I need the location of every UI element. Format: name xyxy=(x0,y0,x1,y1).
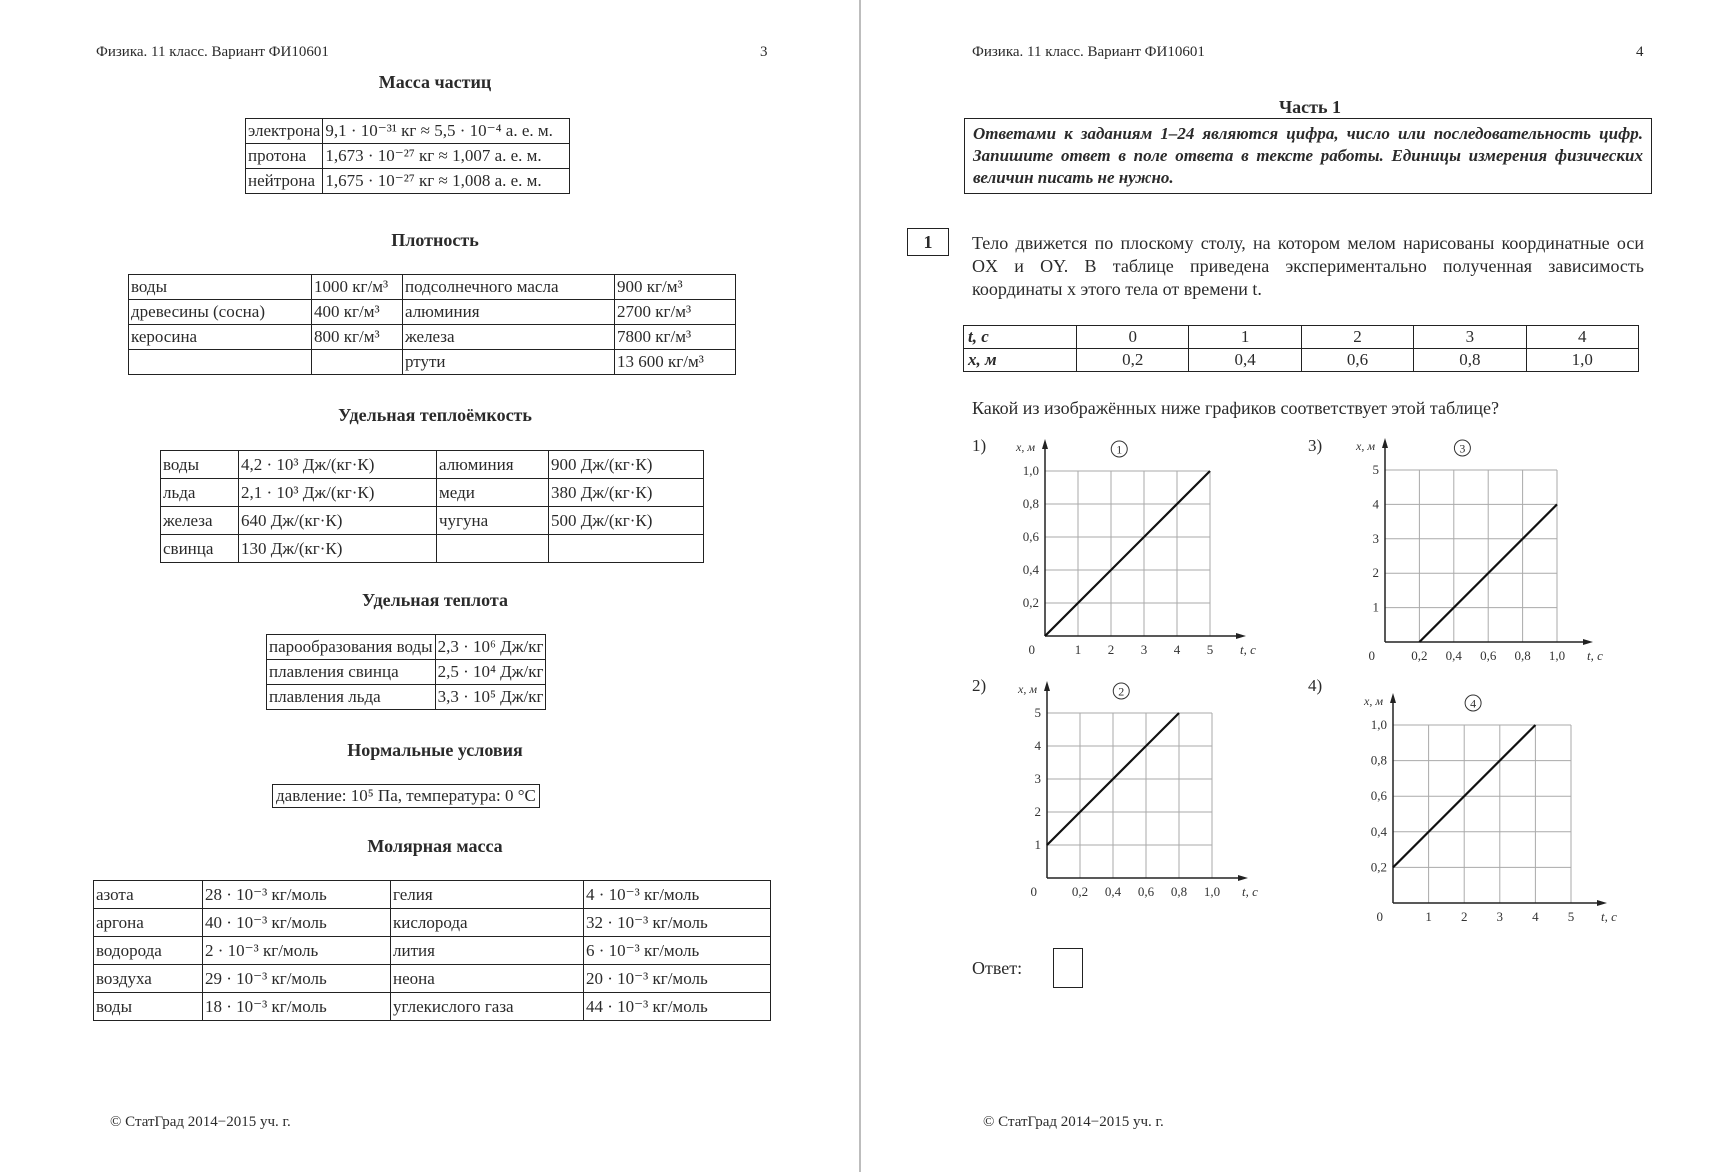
heat-capacity-table xyxy=(160,450,704,563)
x-axis-arrow xyxy=(1583,639,1593,645)
y-tick-label: 1 xyxy=(1372,599,1379,615)
density-title: Плотность xyxy=(391,230,479,250)
table-cell: водорода xyxy=(94,937,203,965)
left-page-header: Физика. 11 класс. Вариант ФИ10601 xyxy=(96,44,329,60)
table-cell: льда xyxy=(161,479,239,507)
t-value: 3 xyxy=(1414,326,1526,349)
y-axis-arrow xyxy=(1044,681,1050,691)
x-value: 0,2 xyxy=(1077,349,1189,372)
table-row xyxy=(129,300,736,325)
y-axis-label: x, м xyxy=(1018,682,1037,696)
y-tick-label: 0,8 xyxy=(1370,752,1387,768)
table-cell: парообразования воды xyxy=(267,635,436,660)
particle-name: нейтрона xyxy=(246,169,323,194)
x-tick-label: 5 xyxy=(1206,642,1214,657)
table-row xyxy=(964,326,1639,349)
table-cell: 28 · 10⁻³ кг/моль xyxy=(203,881,391,909)
y-tick-label: 3 xyxy=(1034,771,1041,786)
table-row xyxy=(129,350,736,375)
y-axis-label: x, м xyxy=(1364,694,1383,708)
table-row xyxy=(246,119,570,144)
left-page-number: 3 xyxy=(760,44,768,60)
y-axis-label: x, м xyxy=(1016,440,1035,454)
x-tick-label: 1,0 xyxy=(1548,648,1566,663)
table-row xyxy=(161,479,704,507)
t-value: 1 xyxy=(1189,326,1301,349)
table-row xyxy=(161,535,704,563)
table-cell: 6 · 10⁻³ кг/моль xyxy=(584,937,771,965)
graph-4 xyxy=(1340,680,1620,924)
table-row xyxy=(129,275,736,300)
t-value: 2 xyxy=(1301,326,1413,349)
table-row xyxy=(267,635,546,660)
x-tick-label: 3 xyxy=(1496,909,1504,924)
t-value: 0 xyxy=(1077,326,1189,349)
x-label: x, м xyxy=(964,349,1077,372)
y-tick-label: 0,4 xyxy=(1370,823,1387,839)
y-tick-label: 3 xyxy=(1372,530,1379,546)
y-tick-label: 2 xyxy=(1034,804,1041,819)
table-cell: аргона xyxy=(94,909,203,937)
y-tick-label: 0,4 xyxy=(1022,562,1039,577)
molar-mass-title: Молярная масса xyxy=(367,836,503,856)
y-tick-label: 0,2 xyxy=(1022,595,1039,610)
table-cell: 500 Дж/(кг·К) xyxy=(549,507,704,535)
table-cell: воды xyxy=(129,275,312,300)
x-tick-label: 0,8 xyxy=(1514,648,1531,663)
task-number: 1 xyxy=(907,228,949,256)
table-row xyxy=(161,451,704,479)
y-tick-label: 1,0 xyxy=(1022,463,1039,478)
table-row xyxy=(964,349,1639,372)
table-row xyxy=(94,881,771,909)
table-cell: гелия xyxy=(391,881,584,909)
origin-label: 0 xyxy=(1030,884,1037,899)
data-line xyxy=(1045,471,1210,636)
x-value: 0,4 xyxy=(1189,349,1301,372)
x-axis-label: t, с xyxy=(1601,909,1617,924)
heat-capacity-title: Удельная теплоёмкость xyxy=(338,405,532,425)
x-axis-label: t, с xyxy=(1587,648,1603,663)
right-page-header: Физика. 11 класс. Вариант ФИ10601 xyxy=(972,44,1205,60)
x-tick-label: 1,0 xyxy=(1203,884,1221,899)
origin-label: 0 xyxy=(1376,909,1383,924)
table-row xyxy=(94,937,771,965)
graph-number: 2 xyxy=(1118,684,1125,699)
origin-label: 0 xyxy=(1368,648,1375,663)
table-cell: 18 · 10⁻³ кг/моль xyxy=(203,993,391,1021)
x-tick-label: 0,6 xyxy=(1480,648,1497,663)
table-cell: 380 Дж/(кг·К) xyxy=(549,479,704,507)
option-label: 4) xyxy=(1308,676,1323,695)
table-cell: 2 · 10⁻³ кг/моль xyxy=(203,937,391,965)
x-axis-arrow xyxy=(1238,875,1248,881)
right-page-number: 4 xyxy=(1636,44,1644,60)
y-tick-label: 0,6 xyxy=(1370,788,1387,804)
x-value: 0,8 xyxy=(1414,349,1526,372)
table-row xyxy=(246,169,570,194)
x-tick-label: 0,4 xyxy=(1104,884,1122,899)
t-label: t, с xyxy=(964,326,1077,349)
table-row xyxy=(94,965,771,993)
y-tick-label: 2 xyxy=(1372,565,1379,581)
part-title: Часть 1 xyxy=(1278,97,1342,117)
table-cell: плавления льда xyxy=(267,685,436,710)
particle-value: 9,1 · 10⁻³¹ кг ≈ 5,5 · 10⁻⁴ а. е. м. xyxy=(323,119,570,144)
y-tick-label: 4 xyxy=(1034,738,1041,753)
table-cell: алюминия xyxy=(403,300,615,325)
table-cell: 7800 кг/м³ xyxy=(615,325,736,350)
x-tick-label: 2 xyxy=(1107,642,1115,657)
x-axis-label: t, с xyxy=(1240,642,1256,657)
graph-number: 1 xyxy=(1116,442,1123,457)
table-cell: чугуна xyxy=(437,507,549,535)
table-row xyxy=(267,685,546,710)
y-axis-arrow xyxy=(1382,438,1388,448)
table-cell: углекислого газа xyxy=(391,993,584,1021)
table-cell: 29 · 10⁻³ кг/моль xyxy=(203,965,391,993)
table-cell: плавления свинца xyxy=(267,660,436,685)
particle-value: 1,673 · 10⁻²⁷ кг ≈ 1,007 а. е. м. xyxy=(323,144,570,169)
table-cell: 640 Дж/(кг·К) xyxy=(239,507,437,535)
table-cell: железа xyxy=(161,507,239,535)
table-cell xyxy=(312,350,403,375)
table-row xyxy=(267,660,546,685)
table-cell: 400 кг/м³ xyxy=(312,300,403,325)
specific-heat-table xyxy=(266,634,546,710)
table-cell: алюминия xyxy=(437,451,549,479)
x-tick-label: 2 xyxy=(1460,909,1468,924)
x-tick-label: 3 xyxy=(1140,642,1148,657)
particle-name: протона xyxy=(246,144,323,169)
x-tick-label: 5 xyxy=(1567,909,1575,924)
table-cell: 32 · 10⁻³ кг/моль xyxy=(584,909,771,937)
x-tick-label: 0,8 xyxy=(1170,884,1188,899)
table-cell: 44 · 10⁻³ кг/моль xyxy=(584,993,771,1021)
particle-mass-title: Масса частиц xyxy=(378,72,492,92)
table-cell: воздуха xyxy=(94,965,203,993)
x-tick-label: 0,2 xyxy=(1411,648,1428,663)
t-value: 4 xyxy=(1526,326,1638,349)
particle-mass-table xyxy=(245,118,570,194)
left-page-footer: © СтатГрад 2014−2015 уч. г. xyxy=(110,1114,291,1130)
option-label: 1) xyxy=(972,436,987,455)
task-text: Тело движется по плоскому столу, на котором мелом нарисованы координатные оси OX и OY. В таблице приведена экспериментально полученная зависимость координаты x этого тела от времени t. xyxy=(972,233,1644,299)
task-table xyxy=(963,325,1639,372)
table-cell xyxy=(437,535,549,563)
x-tick-label: 0,6 xyxy=(1137,884,1155,899)
x-tick-label: 4 xyxy=(1173,642,1181,657)
y-tick-label: 1,0 xyxy=(1370,717,1387,732)
y-tick-label: 0,6 xyxy=(1022,529,1039,544)
table-cell: керосина xyxy=(129,325,312,350)
graph-number: 3 xyxy=(1459,441,1466,456)
table-cell xyxy=(549,535,704,563)
normal-conditions-box: давление: 10⁵ Па, температура: 0 °С xyxy=(272,784,540,808)
table-cell: неона xyxy=(391,965,584,993)
x-tick-label: 4 xyxy=(1532,909,1539,924)
table-cell: 130 Дж/(кг·К) xyxy=(239,535,437,563)
answer-label: Ответ: xyxy=(972,958,1023,978)
x-axis-label: t, с xyxy=(1242,884,1258,899)
table-cell: азота xyxy=(94,881,203,909)
table-cell: воды xyxy=(161,451,239,479)
x-tick-label: 0,2 xyxy=(1071,884,1089,899)
x-value: 1,0 xyxy=(1526,349,1638,372)
answer-input[interactable] xyxy=(1053,948,1083,988)
table-cell: 800 кг/м³ xyxy=(312,325,403,350)
table-cell: воды xyxy=(94,993,203,1021)
table-cell: лития xyxy=(391,937,584,965)
x-axis-arrow xyxy=(1597,900,1607,906)
y-tick-label: 5 xyxy=(1034,705,1041,720)
table-cell: свинца xyxy=(161,535,239,563)
table-cell: ртути xyxy=(403,350,615,375)
x-tick-label: 1 xyxy=(1425,909,1432,924)
y-tick-label: 1 xyxy=(1034,837,1041,852)
table-cell: 2,3 · 10⁶ Дж/кг xyxy=(435,635,546,660)
table-cell: 3,3 · 10⁵ Дж/кг xyxy=(435,685,546,710)
y-tick-label: 5 xyxy=(1372,462,1379,477)
task-question: Какой из изображённых ниже графиков соответствует этой таблице? xyxy=(972,398,1499,418)
y-tick-label: 0,2 xyxy=(1370,859,1387,875)
table-cell: 4,2 · 10³ Дж/(кг·К) xyxy=(239,451,437,479)
table-cell: 4 · 10⁻³ кг/моль xyxy=(584,881,771,909)
table-cell: подсолнечного масла xyxy=(403,275,615,300)
table-cell: кислорода xyxy=(391,909,584,937)
table-cell: 900 Дж/(кг·К) xyxy=(549,451,704,479)
graph-1 xyxy=(1000,430,1260,660)
graph-number: 4 xyxy=(1470,696,1477,711)
table-row xyxy=(129,325,736,350)
table-cell: 2,5 · 10⁴ Дж/кг xyxy=(435,660,546,685)
particle-value: 1,675 · 10⁻²⁷ кг ≈ 1,008 а. е. м. xyxy=(323,169,570,194)
x-axis-arrow xyxy=(1236,633,1246,639)
y-tick-label: 0,8 xyxy=(1022,496,1039,511)
table-cell: 1000 кг/м³ xyxy=(312,275,403,300)
table-row xyxy=(94,909,771,937)
y-axis-label: x, м xyxy=(1356,439,1375,453)
instructions-box: Ответами к заданиям 1–24 являются цифра, число или последовательность цифр. Запишите ответ в поле ответа в тексте работы. Единицы измерения физических величин писать не нужно. xyxy=(964,118,1652,194)
graph-3 xyxy=(1340,430,1610,670)
origin-label: 0 xyxy=(1028,642,1035,657)
right-page-footer: © СтатГрад 2014−2015 уч. г. xyxy=(983,1114,1164,1130)
table-cell: 2,1 · 10³ Дж/(кг·К) xyxy=(239,479,437,507)
table-row xyxy=(246,144,570,169)
y-tick-label: 4 xyxy=(1372,496,1379,512)
table-cell: древесины (сосна) xyxy=(129,300,312,325)
specific-heat-title: Удельная теплота xyxy=(362,590,508,610)
table-cell: меди xyxy=(437,479,549,507)
table-cell: железа xyxy=(403,325,615,350)
table-cell: 2700 кг/м³ xyxy=(615,300,736,325)
table-cell: 900 кг/м³ xyxy=(615,275,736,300)
x-tick-label: 1 xyxy=(1074,642,1082,657)
x-value: 0,6 xyxy=(1301,349,1413,372)
particle-name: электрона xyxy=(246,119,323,144)
table-cell: 13 600 кг/м³ xyxy=(615,350,736,375)
table-row xyxy=(161,507,704,535)
table-cell: 40 · 10⁻³ кг/моль xyxy=(203,909,391,937)
table-row xyxy=(94,993,771,1021)
x-tick-label: 0,4 xyxy=(1445,648,1462,663)
molar-mass-table xyxy=(93,880,771,1021)
y-axis-arrow xyxy=(1042,439,1048,449)
normal-conditions-title: Нормальные условия xyxy=(347,740,523,760)
graph-2 xyxy=(1000,670,1270,900)
option-label: 2) xyxy=(972,676,987,695)
table-cell: 20 · 10⁻³ кг/моль xyxy=(584,965,771,993)
density-table xyxy=(128,274,736,375)
table-cell xyxy=(129,350,312,375)
option-label: 3) xyxy=(1308,436,1323,455)
y-axis-arrow xyxy=(1390,693,1396,703)
